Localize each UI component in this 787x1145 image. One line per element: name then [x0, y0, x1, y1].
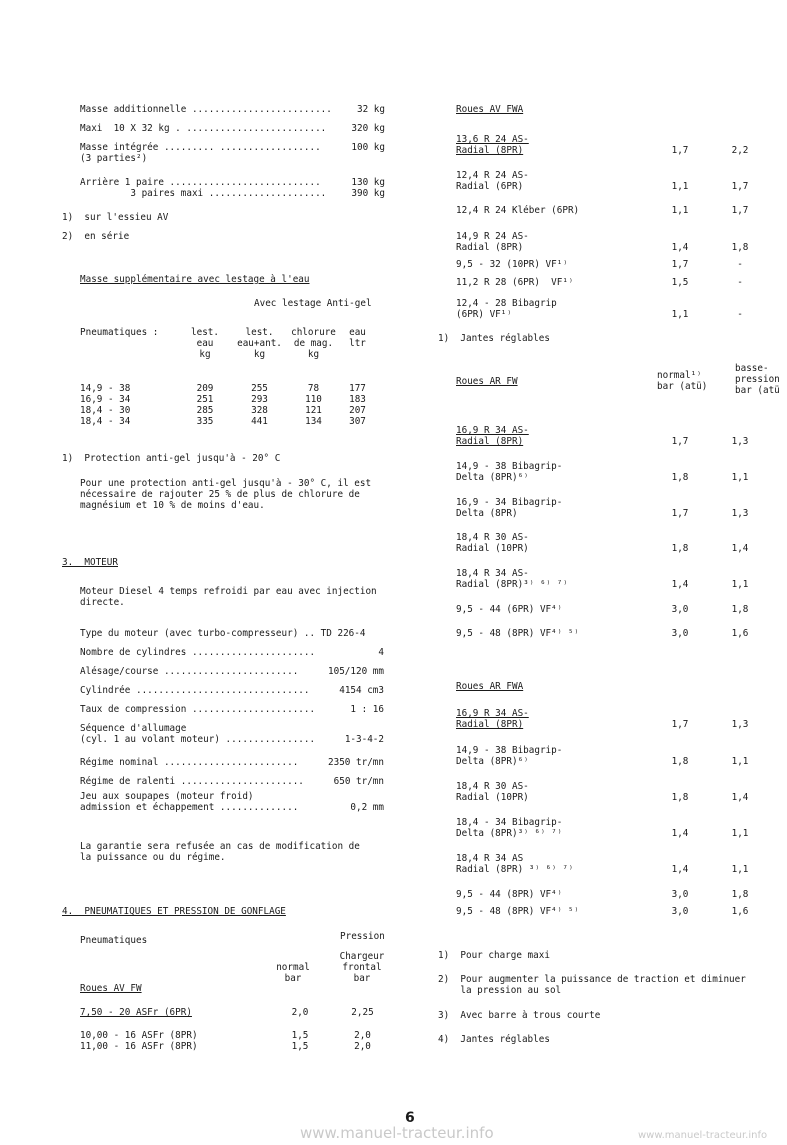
pressure-b: 1,8: [731, 242, 749, 253]
note: 1) Protection anti-gel jusqu'à - 20° C: [62, 453, 281, 464]
footnote: 1) Pour charge maxi: [438, 950, 550, 961]
moteur-intro: Moteur Diesel 4 temps refroidi par eau avec injection directe.: [80, 586, 377, 608]
pressure-b: 1,6: [731, 628, 749, 639]
pressure-a: 1,7: [671, 145, 689, 156]
pressure-b: -: [737, 309, 743, 320]
lestage-header: lest. eau+ant. kg: [237, 327, 282, 360]
tire-name: 16,9 R 34 AS- Radial (8PR): [456, 425, 529, 447]
page-number: 6: [405, 1110, 415, 1126]
note: 1) sur l'essieu AV: [62, 212, 169, 223]
tire-name: 16,9 - 34 Bibagrip- Delta (8PR): [456, 497, 563, 519]
pressure-b: -: [737, 277, 743, 288]
pressure-a: 1,4: [671, 828, 689, 839]
table-cell: 285: [196, 405, 214, 416]
table-cell: 207: [349, 405, 366, 416]
footnote: 4) Jantes réglables: [438, 1034, 550, 1045]
pressure-a: 1,7: [671, 259, 689, 270]
table-cell: 251: [196, 394, 214, 405]
spec-label: Type du moteur (avec turbo-compresseur) .. TD 226-4: [80, 628, 366, 639]
tire-name: 10,00 - 16 ASFr (8PR): [80, 1030, 198, 1041]
pressure-a: 1,1: [671, 309, 689, 320]
roues-av-fwa: Roues AV FWA: [456, 104, 524, 115]
tire-name: 12,4 R 24 Kléber (6PR): [456, 205, 580, 216]
table-cell: 441: [251, 416, 268, 427]
tire-name: 13,6 R 24 AS- Radial (8PR): [456, 134, 529, 156]
spec-value: 2350 tr/mn: [328, 757, 384, 768]
pressure-b: 1,1: [731, 579, 749, 590]
col-normal: normal bar: [276, 962, 310, 984]
pressure-a: 1,8: [671, 756, 689, 767]
spec-value: 105/120 mm: [328, 666, 384, 677]
tire-name: 18,4 R 30 AS- Radial (10PR): [456, 532, 529, 554]
table-cell: 255: [251, 383, 268, 394]
pressure-b: 1,3: [731, 508, 749, 519]
masse-line: Masse additionnelle .........................: [80, 104, 332, 115]
watermark-center: www.manuel-tracteur.info: [300, 1124, 494, 1142]
lestage-header: Pneumatiques :: [80, 327, 159, 338]
pressure-a: 1,4: [671, 579, 689, 590]
pressure-b: 2,2: [731, 145, 749, 156]
spec-label: Cylindrée ...............................: [80, 685, 310, 696]
pressure-a: 1,7: [671, 719, 689, 730]
masse-line: Arrière 1 paire ...........................: [80, 177, 321, 188]
table-cell: 121: [305, 405, 322, 416]
masse-value: 100 kg: [351, 142, 385, 153]
tire-name: 7,50 - 20 ASFr (6PR): [80, 1007, 192, 1018]
pressure-b: 1,4: [731, 792, 749, 803]
pressure-b: 1,1: [731, 756, 749, 767]
lestage-header: chlorure de mag. kg: [291, 327, 336, 360]
garantie-text: La garantie sera refusée an cas de modification de la puissance ou du régime.: [80, 841, 360, 863]
tire-name: 18,4 R 30 AS- Radial (10PR): [456, 781, 529, 803]
tire-name: 14,9 R 24 AS- Radial (8PR): [456, 231, 529, 253]
footnote: 2) Pour augmenter la puissance de traction et diminuer la pression au sol: [438, 974, 746, 996]
pressure-b: 1,1: [731, 472, 749, 483]
spec-label: Jeu aux soupapes (moteur froid) admission et échappement ..............: [80, 791, 299, 813]
roues-av-fw: Roues AV FW: [80, 983, 142, 994]
masse-line: (3 parties²): [80, 153, 148, 164]
pressure-b: 1,3: [731, 719, 749, 730]
tire-name: 11,2 R 28 (6PR) VF¹⁾: [456, 277, 574, 288]
pneu-label: Pneumatiques: [80, 935, 148, 946]
pressure-b: 1,1: [731, 864, 749, 875]
pressure-a: 1,4: [671, 242, 689, 253]
pressure-a: 3,0: [671, 889, 689, 900]
spec-value: 0,2 mm: [350, 802, 384, 813]
masse-value: 32 kg: [357, 104, 385, 115]
note: 1) Jantes réglables: [438, 333, 550, 344]
note-text: Pour une protection anti-gel jusqu'à - 30° C, il est nécessaire de rajouter 25 % de plus de chlorure de magnésium et 10 % de moins d'eau.: [80, 478, 372, 511]
table-cell: 293: [251, 394, 268, 405]
note: 2) en série: [62, 231, 130, 242]
col-normal: normal¹⁾ bar (atü): [657, 370, 708, 392]
tire-name: 18,4 R 34 AS- Radial (8PR)³⁾ ⁶⁾ ⁷⁾: [456, 568, 568, 590]
lestage-header: eau ltr: [349, 327, 366, 349]
lestage-subtitle: Avec lestage Anti-gel: [254, 298, 372, 309]
spec-value: 4154 cm3: [339, 685, 384, 696]
pressure-a: 1,4: [671, 864, 689, 875]
table-cell: 134: [305, 416, 322, 427]
watermark-right: www.manuel-tracteur.info: [638, 1130, 768, 1141]
table-cell: 177: [349, 383, 366, 394]
pressure-a: 1,7: [671, 436, 689, 447]
tire-name: 14,9 - 38 Bibagrip- Delta (8PR)⁶⁾: [456, 461, 563, 483]
masse-line: Maxi 10 X 32 kg . .........................: [80, 123, 327, 134]
pressure-b: 1,6: [731, 906, 749, 917]
tire-name: 9,5 - 44 (6PR) VF⁴⁾: [456, 604, 563, 615]
spec-label: Taux de compression ......................: [80, 704, 316, 715]
tire-name: 9,5 - 44 (8PR) VF⁴⁾: [456, 889, 563, 900]
pressure-b: 1,8: [731, 604, 749, 615]
spec-value: 650 tr/mn: [333, 776, 384, 787]
pressure-b: 1,7: [731, 205, 749, 216]
spec-label: Séquence d'allumage (cyl. 1 au volant moteur) ................: [80, 723, 316, 745]
masse-value: 390 kg: [351, 188, 385, 199]
pressure-b: 1,1: [731, 828, 749, 839]
spec-value: 4: [378, 647, 384, 658]
pressure-chargeur: 2,25: [351, 1007, 374, 1018]
spec-label: Régime de ralenti ......................: [80, 776, 304, 787]
masse-line: 3 paires maxi .....................: [80, 188, 327, 199]
table-cell: 78: [307, 383, 320, 394]
tire-name: 9,5 - 48 (8PR) VF⁴⁾ ⁵⁾: [456, 628, 580, 639]
masse-value: 320 kg: [351, 123, 385, 134]
table-cell: 307: [349, 416, 366, 427]
pressure-a: 1,8: [671, 472, 689, 483]
col-chargeur: Chargeur frontal bar: [339, 951, 385, 984]
masse-value: 130 kg: [351, 177, 385, 188]
tire-name: 12,4 R 24 AS- Radial (6PR): [456, 170, 529, 192]
pressure-a: 1,1: [671, 181, 689, 192]
spec-label: Alésage/course ........................: [80, 666, 299, 677]
table-cell: 110: [305, 394, 322, 405]
table-cell: 18,4 - 34: [80, 416, 131, 427]
pressure-normal: 1,5: [291, 1041, 309, 1052]
pressure-b: -: [737, 259, 743, 270]
col-basse: basse- pression bar (atü: [735, 363, 780, 396]
spec-label: Nombre de cylindres ......................: [80, 647, 316, 658]
spec-label: Régime nominal ........................: [80, 757, 299, 768]
table-cell: 18,4 - 30: [80, 405, 131, 416]
pressure-a: 1,7: [671, 508, 689, 519]
tire-name: 14,9 - 38 Bibagrip- Delta (8PR)⁶⁾: [456, 745, 563, 767]
table-cell: 335: [196, 416, 214, 427]
roues-ar-fw: Roues AR FW: [456, 376, 518, 387]
pressure-normal: 2,0: [291, 1007, 309, 1018]
tire-name: 16,9 R 34 AS- Radial (8PR): [456, 708, 529, 730]
pressure-a: 1,8: [671, 543, 689, 554]
lestage-title: Masse supplémentaire avec lestage à l'eau: [80, 274, 310, 285]
spec-value: 1-3-4-2: [344, 734, 384, 745]
table-cell: 209: [196, 383, 214, 394]
pressure-normal: 1,5: [291, 1030, 309, 1041]
pressure-b: 1,8: [731, 889, 749, 900]
pressure-b: 1,7: [731, 181, 749, 192]
tire-name: 18,4 R 34 AS Radial (8PR) ³⁾ ⁶⁾ ⁷⁾: [456, 853, 574, 875]
pressure-b: 1,3: [731, 436, 749, 447]
pressure-a: 3,0: [671, 906, 689, 917]
table-cell: 328: [251, 405, 268, 416]
pressure-a: 3,0: [671, 628, 689, 639]
lestage-header: lest. eau kg: [191, 327, 219, 360]
tire-name: 12,4 - 28 Bibagrip (6PR) VF¹⁾: [456, 298, 557, 320]
tire-name: 18,4 - 34 Bibagrip- Delta (8PR)³⁾ ⁶⁾ ⁷⁾: [456, 817, 563, 839]
table-cell: 16,9 - 34: [80, 394, 131, 405]
tire-name: 9,5 - 32 (10PR) VF¹⁾: [456, 259, 568, 270]
table-cell: 14,9 - 38: [80, 383, 131, 394]
pressure-a: 1,8: [671, 792, 689, 803]
pressure-b: 1,4: [731, 543, 749, 554]
pressure-chargeur: 2,0: [354, 1041, 371, 1052]
section-title: 4. PNEUMATIQUES ET PRESSION DE GONFLAGE: [62, 906, 286, 917]
footnote: 3) Avec barre à trous courte: [438, 1010, 601, 1021]
tire-name: 11,00 - 16 ASFr (8PR): [80, 1041, 198, 1052]
pressure-a: 1,5: [671, 277, 689, 288]
pressure-a: 3,0: [671, 604, 689, 615]
tire-name: 9,5 - 48 (8PR) VF⁴⁾ ⁵⁾: [456, 906, 580, 917]
spec-value: 1 : 16: [350, 704, 384, 715]
pressure-chargeur: 2,0: [354, 1030, 371, 1041]
roues-ar-fwa: Roues AR FWA: [456, 681, 524, 692]
masse-line: Masse intégrée ......... ..................: [80, 142, 321, 153]
section-title: 3. MOTEUR: [62, 557, 118, 568]
table-cell: 183: [349, 394, 366, 405]
pressure-a: 1,1: [671, 205, 689, 216]
pression-label: Pression: [340, 931, 385, 942]
